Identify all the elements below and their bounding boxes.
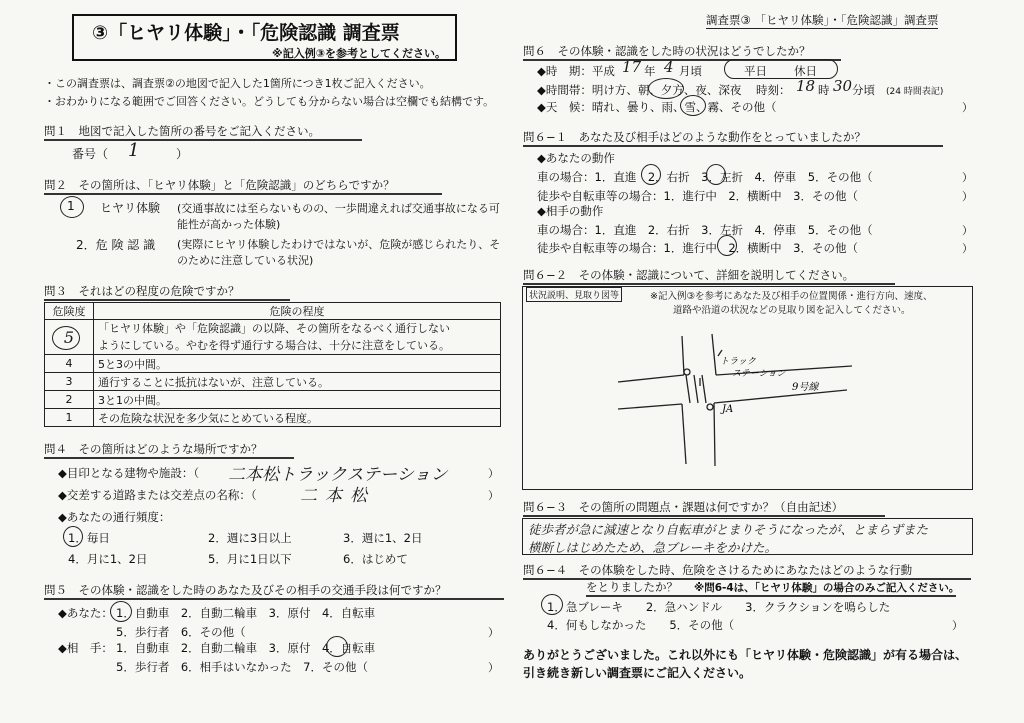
q6-1-other-car-close: ）: [962, 224, 973, 237]
q4-freq-5: 5．月に1日以下: [208, 552, 292, 566]
risk-col-level: 危険度: [45, 303, 94, 320]
q6-1-other-walk-close: ）: [962, 242, 973, 255]
q5-other-circle: [326, 636, 348, 657]
risk-level-3: 3: [45, 373, 94, 391]
q6-4-title-2: をとりましたか？: [586, 580, 678, 594]
q3-underline: [44, 299, 290, 301]
q6-minute: 30: [833, 77, 853, 95]
q4-title: 問４ その箇所はどのような場所ですか？: [44, 442, 263, 456]
q3-answer-circle: [52, 326, 80, 350]
risk-desc-3: 通行することに抵抗はないが、注意している。: [94, 373, 501, 391]
q6-4-close: ）: [952, 619, 963, 632]
q6-time-label: ◆時間帯：明け方、朝、夕方、夜、深夜: [537, 83, 742, 97]
page-title: ③「ヒヤリ体験」・「危険認識 調査票: [92, 22, 400, 44]
q4-freq-3: 3．週に1、2日: [343, 531, 423, 545]
q6-weather-close: ）: [962, 101, 973, 114]
q6-period-label: ◆時 期：平成: [537, 64, 615, 78]
q6-3-answer-2: 横断しはじめたため、急ブレーキをかけた。: [528, 540, 778, 555]
q6-year: 17: [622, 58, 642, 76]
q1-title: 問１ 地図で記入した箇所の番号をご記入ください。: [44, 124, 320, 138]
q2-opt2-desc2: のために注意している状況): [177, 254, 314, 267]
q4-landmark-close: ）: [488, 467, 499, 480]
q6-title: 問６ その体験・認識をした時の状況はどうでしたか？: [523, 44, 811, 58]
intersection-sketch: [522, 286, 973, 490]
q6-evening-circle: [648, 78, 684, 99]
q5-you-row2: 5．歩行者 6．その他（: [116, 625, 246, 639]
risk-desc-5: 「ヒヤリ体験」や「危険認識」の以降、その箇所をなるべく通行しない ようにしている。やむを得ず通行する場合は、十分に注意をしている。: [94, 320, 501, 355]
q6-1-other-head: ◆相手の動作: [537, 204, 604, 218]
risk-desc-1: その危険な状況を多少気にとめている程度。: [94, 409, 501, 427]
q6-weekday-circle: [724, 59, 838, 79]
q2-title: 問２ その箇所は、「ヒヤリ体験」と「危険認識」のどちらですか？: [44, 178, 395, 192]
q2-opt1-desc2: 能性が高かった体験): [177, 218, 281, 231]
risk-level-5: 5: [45, 320, 94, 355]
q2-opt2-desc1: (実際にヒヤリ体験したわけではないが、危険が感じられたり、そ: [177, 238, 501, 251]
q4-road-label: ◆交差する道路または交差点の名称：（: [58, 488, 257, 502]
q4-freq-6: 6．はじめて: [343, 552, 408, 566]
footer-line-2: 引き続き新しい調査票にご記入ください。: [523, 666, 752, 680]
q4-underline: [44, 457, 294, 459]
q6-4-brake-circle: [541, 594, 563, 615]
q6-1-left-circle: [706, 164, 726, 185]
q5-underline: [44, 598, 504, 600]
q2-opt1-num: 1: [67, 199, 75, 213]
q6-holiday: 休日: [794, 64, 817, 78]
q2-opt2-label: 2．危 険 認 識: [76, 238, 156, 252]
q5-other-row1: 1．自動車 2．自動二輪車 3．原付 4．自転車: [116, 641, 376, 655]
q5-you-label: ◆あなた：: [58, 606, 113, 620]
q1-close: ）: [176, 147, 189, 161]
sketch-label-truck: トラック: [720, 357, 756, 367]
q2-opt1-desc1: (交通事故には至らないものの、一歩間違えれば交通事故になる可: [177, 202, 500, 215]
q6-4-row2: 4．何もしなかった 5．その他（: [547, 618, 735, 632]
q4-road-close: ）: [488, 489, 499, 502]
sketch-label-station: ステーション: [732, 369, 786, 379]
q6-3-underline: [523, 515, 885, 517]
risk-level-2: 2: [45, 391, 94, 409]
q6-month: 4: [664, 58, 674, 76]
sketch-note-1: ※記入例③を参考にあなた及び相手の位置関係・進行方向、速度、: [650, 291, 933, 302]
q6-hour: 18: [796, 77, 816, 95]
q3-title: 問３ それはどの程度の危険ですか？: [44, 284, 240, 298]
q6-3-answer-1: 徒歩者が急に減速となり自転車がとまりそうになったが、とまらずまた: [528, 522, 929, 537]
q4-freq-circle: [63, 526, 83, 547]
q5-you-circle: [110, 601, 132, 622]
footer-line-1: ありがとうございました。これ以外にも「ヒヤリ体験・危険認識」が有る場合は、: [523, 648, 968, 662]
q6-4-title-1: 問６−４ その体験をした時、危険をさけるためにあなたはどのような行動: [523, 563, 913, 577]
risk-desc-4: 5と3の中間。: [94, 355, 501, 373]
q6-1-you-car-close: ）: [962, 171, 973, 184]
q6-2-underline: [523, 283, 895, 285]
q4-freq-1: 1．毎日: [68, 531, 110, 545]
q5-you-close: ）: [488, 626, 499, 639]
sketch-label-ja: JA: [722, 404, 734, 415]
q6-1-you-car: 車の場合：1．直進 2．右折 3．左折 4．停車 5．その他（: [537, 170, 873, 184]
q6-4-row1: 1．急ブレーキ 2．急ハンドル 3．クラクションを鳴らした: [547, 600, 891, 614]
q2-opt1-label: ヒヤリ体験: [100, 201, 161, 215]
q4-freq-4: 4．月に1、2日: [68, 552, 148, 566]
page-subtitle: ※記入例③を参考としてください。: [272, 47, 447, 60]
q6-rain-circle: [680, 95, 706, 116]
q4-landmark-label: ◆目印となる建物や施設：（: [58, 466, 200, 480]
q6-1-you-walk: 徒歩や自転車等の場合：1．進行中 2．横断中 3．その他（: [537, 189, 858, 203]
q6-3-title: 問６−３ その箇所の問題点・課題は何ですか？（自由記述）: [523, 500, 844, 514]
sketch-label-route: 9号線: [792, 382, 819, 393]
risk-col-desc: 危険の程度: [94, 303, 501, 320]
q4-freq-2: 2．週に3日以上: [208, 531, 292, 545]
q5-title: 問５ その体験・認識をした時のあなた及びその相手の交通手段は何ですか？: [44, 583, 447, 597]
q6-1-crossing-circle: [717, 235, 737, 256]
risk-desc-2: 3と1の中間。: [94, 391, 501, 409]
q6-1-other-car: 車の場合：1．直進 2．右折 3．左折 4．停車 5．その他（: [537, 223, 873, 237]
q5-you-row1: 1．自動車 2．自動二輪車 3．原付 4．自転車: [116, 606, 376, 620]
note-2: ・おわかりになる範囲でご回答ください。どうしても分からない場合は空欄でも結構です。: [44, 95, 495, 108]
q2-underline: [44, 193, 442, 195]
q6-hour-unit: 時: [818, 83, 830, 97]
q6-2-title: 問６−２ その体験・認識について、詳細を説明してください。: [523, 268, 855, 282]
q6-4-underline-2: [586, 595, 956, 597]
q6-weekday: 平日: [744, 64, 767, 78]
sketch-box-label: 状況説明、見取り図等: [526, 287, 622, 302]
q5-other-label: ◆相 手：: [58, 641, 113, 655]
q6-1-you-head: ◆あなたの動作: [537, 151, 615, 165]
q6-4-title-note: ※問6-4は、「ヒヤリ体験」の場合のみご記入ください。: [694, 582, 960, 594]
q4-road-answer: 二本松: [300, 486, 375, 506]
note-1: ・この調査票は、調査票②の地図で記入した1箇所につき1枚ご記入ください。: [44, 77, 431, 90]
q6-minute-unit: 分頃: [852, 83, 875, 97]
q4-landmark-answer: 二本松トラックステーション: [228, 465, 448, 485]
q6-1-underline: [523, 145, 943, 147]
q6-1-you-walk-close: ）: [962, 190, 973, 203]
q1-underline: [44, 139, 362, 141]
q6-1-title: 問６−１ あなた及び相手はどのような動作をとっていましたか？: [523, 130, 866, 144]
q6-year-unit: 年: [644, 64, 656, 78]
q4-freq-label: ◆あなたの通行頻度：: [58, 510, 171, 524]
q6-month-unit: 月頃: [679, 64, 702, 78]
risk-table: [44, 302, 501, 427]
q1-number-label: 番号（: [72, 147, 109, 161]
q6-1-right-circle: [641, 164, 661, 185]
risk-level-1: 1: [45, 409, 94, 427]
q6-clock-label: 時刻：: [756, 83, 791, 97]
q5-other-row2: 5．歩行者 6．相手はいなかった 7．その他（: [116, 660, 368, 674]
q1-answer: 1: [128, 140, 140, 161]
risk-level-4: 4: [45, 355, 94, 373]
q6-1-other-walk: 徒歩や自転車等の場合：1．進行中 2．横断中 3．その他（: [537, 241, 858, 255]
sheet-label: 調査票③ 「ヒヤリ体験」・「危険認識」調査票: [706, 13, 939, 27]
q6-weather-label: ◆天 候：晴れ、曇り、雨、雪、霧、その他（: [537, 100, 777, 114]
q5-other-close: ）: [488, 661, 499, 674]
sketch-note-2: 道路や沿道の状況などの見取り図を記入してください。: [673, 305, 911, 316]
q6-clock-note: (24 時間表記): [886, 87, 944, 97]
